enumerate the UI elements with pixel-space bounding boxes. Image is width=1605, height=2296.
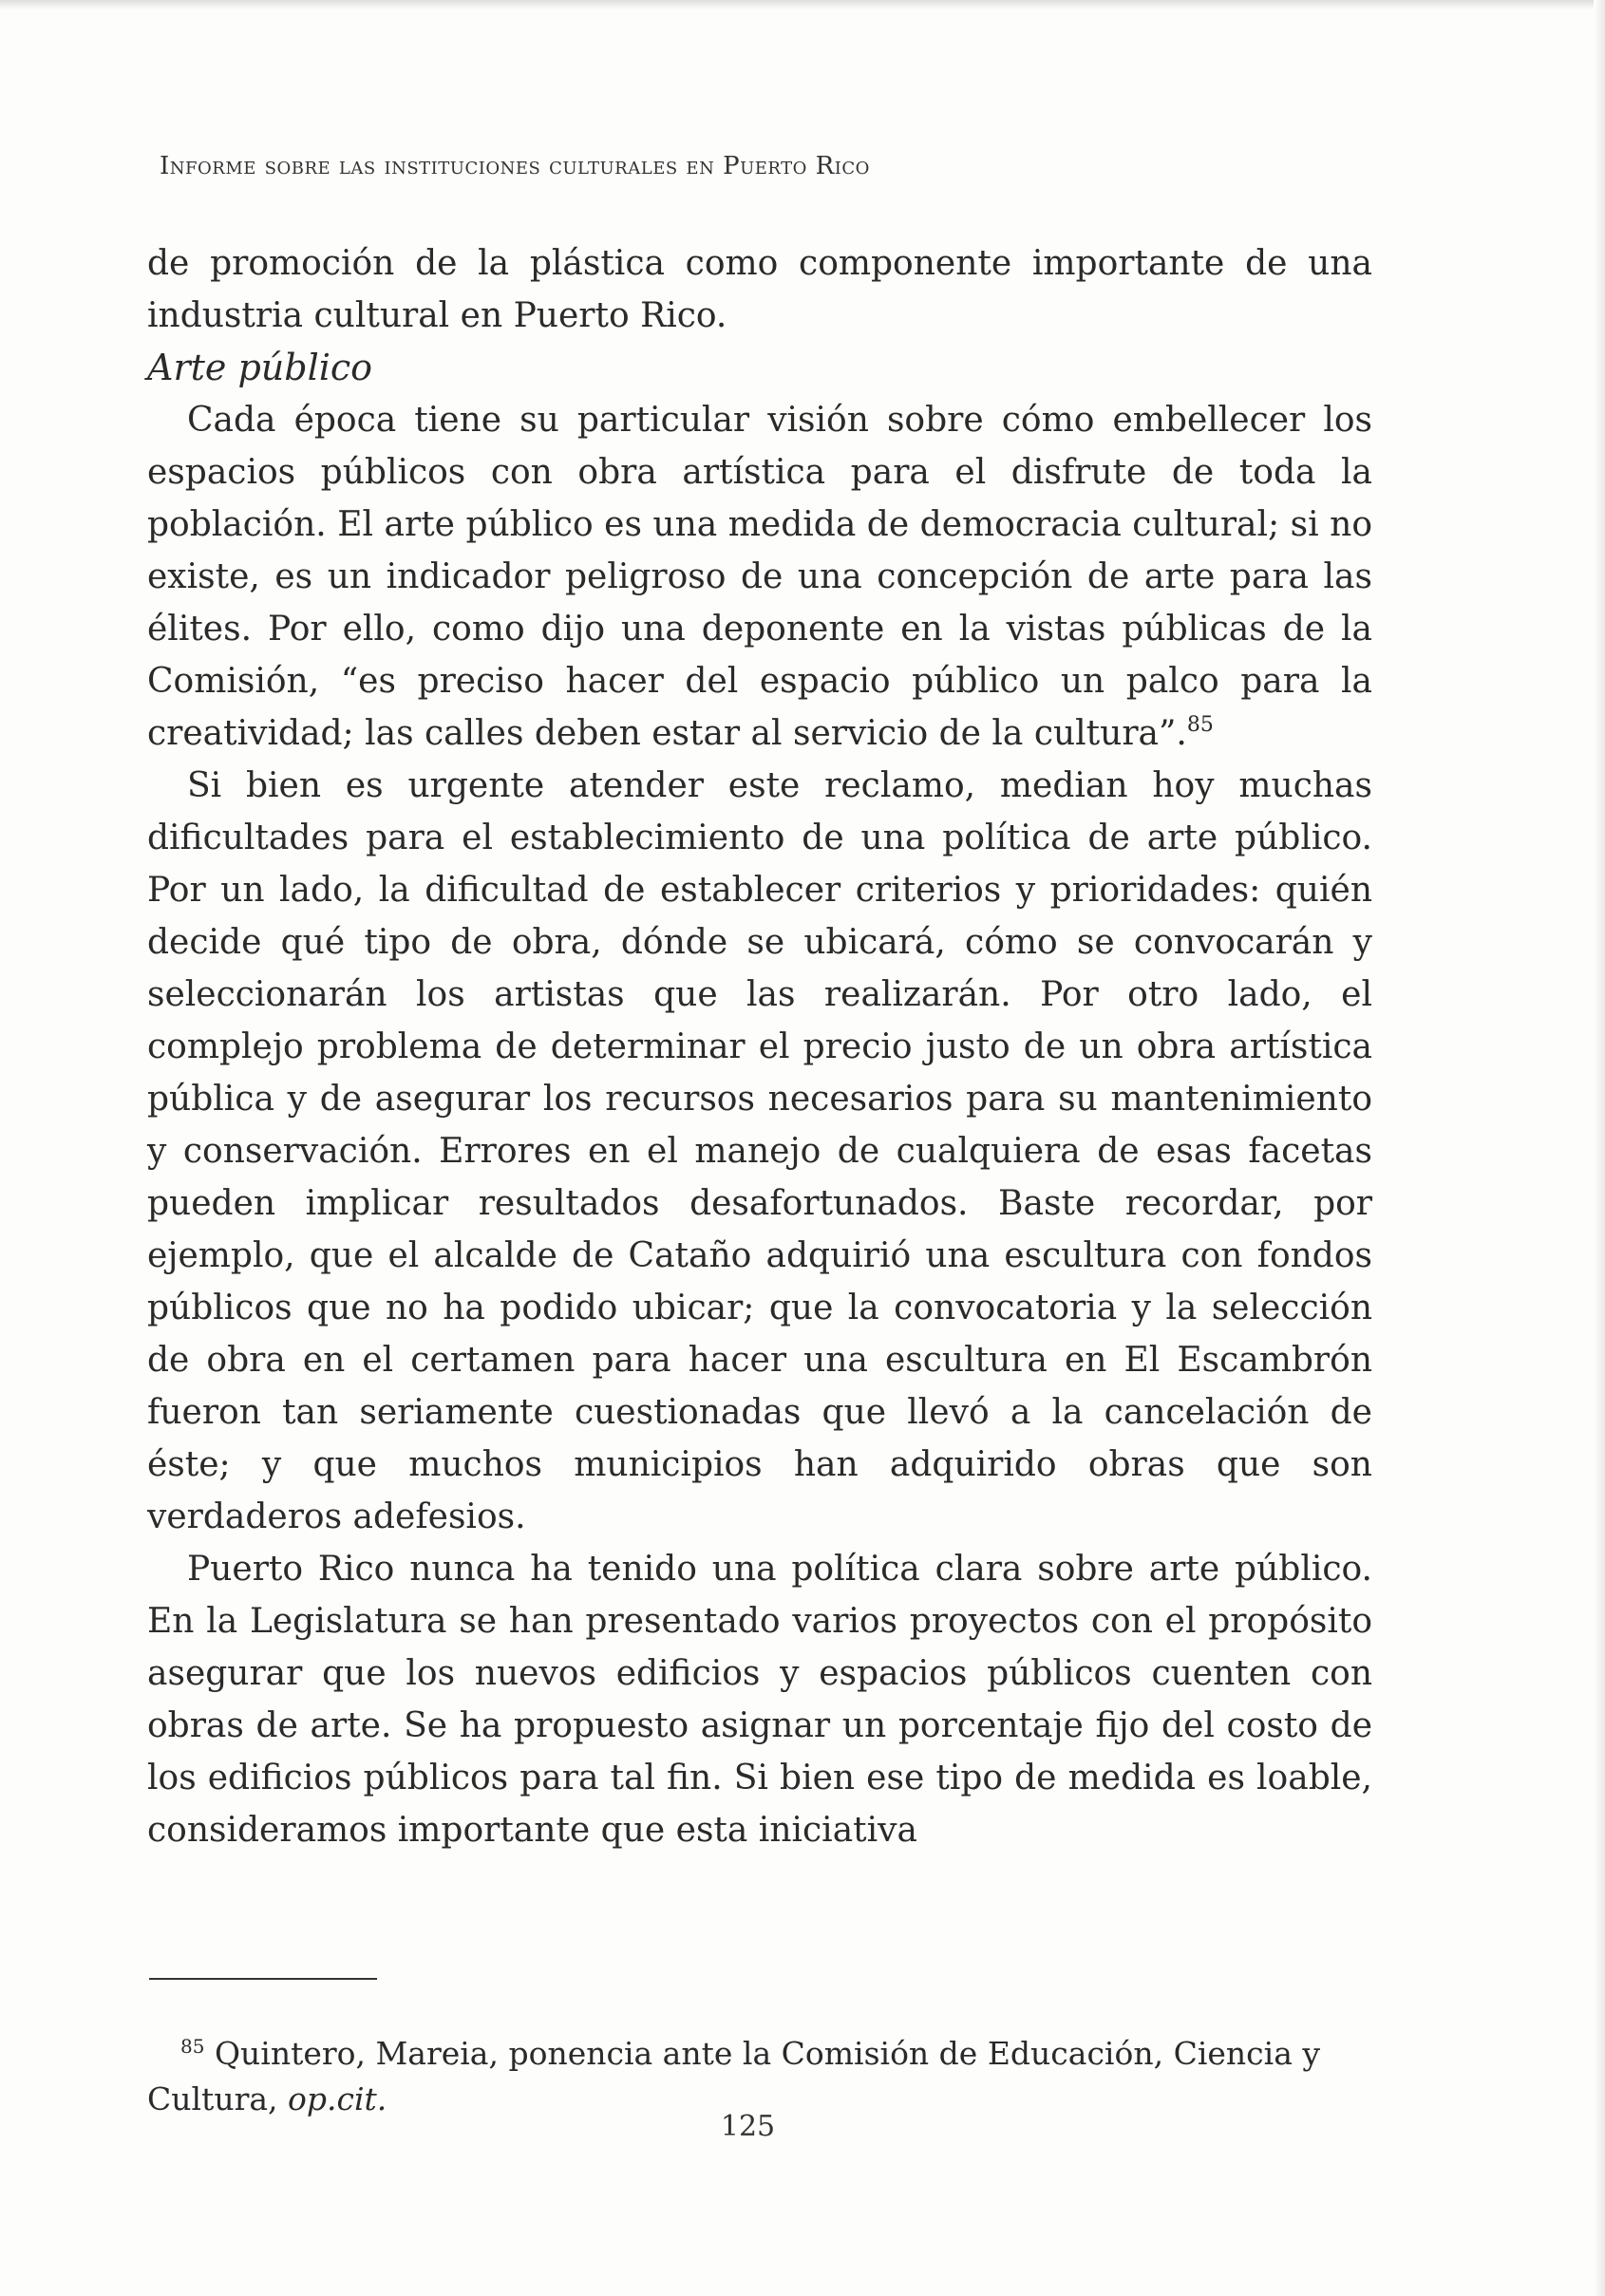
body-text [147,237,1372,1856]
footnote-text: Quintero, Mareia, ponencia ante la Comisión de Educación, Ciencia y Cultura, [147,2035,1321,2117]
paragraph-1 [147,394,1372,760]
footnote-number: 85 [180,2035,205,2058]
scan-shadow-right [1594,0,1605,2296]
paragraph-3: Puerto Rico nunca ha tenido una política clara sobre arte público. En la Legislatura se han presentado varios proyectos con el propósito asegurar que los nuevos edificios y espacios públicos cuenten con obras de arte. Se ha propuesto asignar un porcentaje fijo del costo de los edificios públicos para tal fin. Si bien ese tipo de medida es loable, consideramos importante que esta iniciativa [147,1550,1372,1850]
lead-paragraph: de promoción de la plástica como componente importante de una industria cultural en Puerto Rico. [147,244,1372,335]
paragraph-1-text: Cada época tiene su particular visión sobre cómo embellecer los espacios públicos con obra artística para el disfrute de toda la población. El arte público es una medida de democracia cultural; si no existe, es un indicador peligroso de una concepción de arte para las élites. Por ello, como dijo una deponente en la vistas públicas de la Comisión, “es preciso hacer del espacio público un palco para la creatividad; las calles deben estar al servicio de la cultura”. [147,401,1372,753]
section-heading: Arte público [147,347,373,388]
footnote-citation: op.cit. [288,2080,387,2117]
running-header: Informe sobre las instituciones culturales en Puerto Rico [160,152,870,180]
paragraph-2: Si bien es urgente atender este reclamo, median hoy muchas dificultades para el establecimiento de una política de arte público. Por un lado, la dificultad de establecer criterios y prioridades: quién decide qué tipo de obra, dónde se ubicará, cómo se convocarán y seleccionarán los artistas que las realizarán. Por otro lado, el complejo problema de determinar el precio justo de un obra artística pública y de asegurar los recursos necesarios para su mantenimiento y conservación. Errores en el manejo de cualquiera de esas facetas pueden implicar resultados desafortunados. Baste recordar, por ejemplo, que el alcalde de Cataño adquirió una escultura con fondos públicos que no ha podido ubicar; que la convocatoria y la selección de obra en el certamen para hacer una escultura en El Escambrón fueron tan seriamente cuestionadas que llevó a la cancelación de éste; y que muchos municipios han adquirido obras que son verdaderos adefesios. [147,766,1372,1536]
footnote-reference: 85 [1186,713,1214,737]
page-number: 125 [720,2110,776,2143]
footnote-divider [149,1978,377,1980]
scan-shadow-top [0,0,1605,9]
footnote [147,2031,1372,2122]
